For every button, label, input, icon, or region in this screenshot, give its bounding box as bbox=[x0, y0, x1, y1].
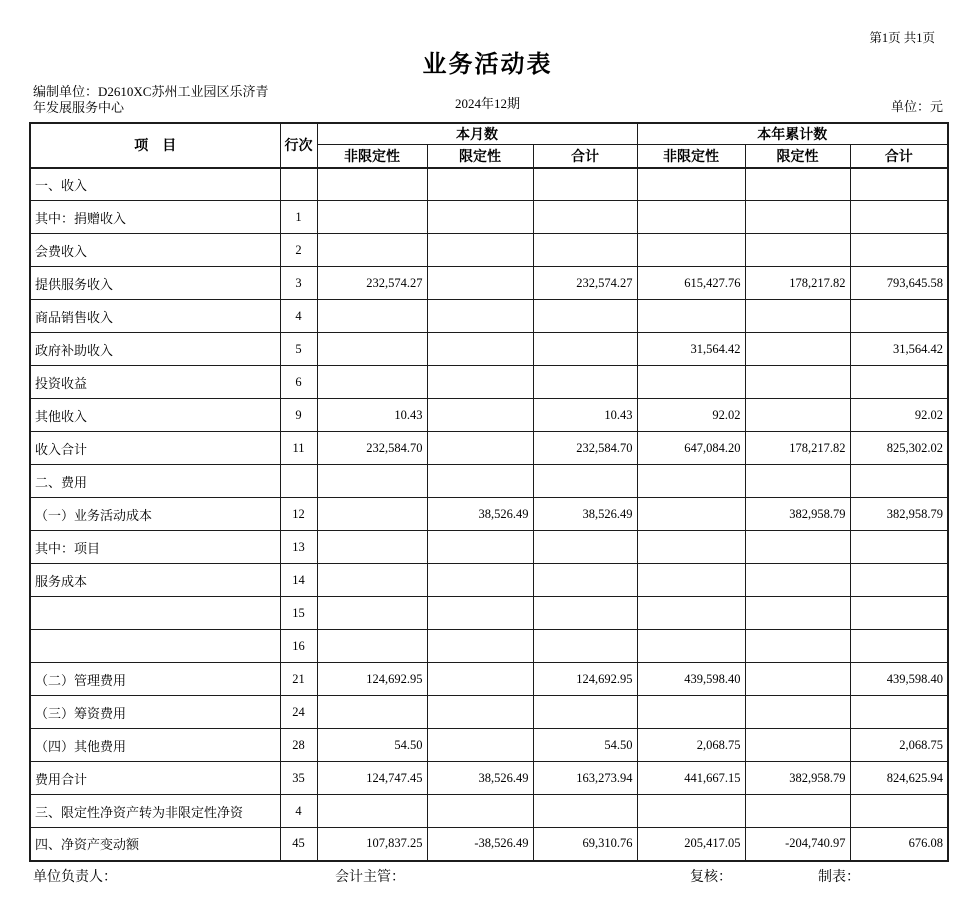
month-unrestricted-cell bbox=[317, 201, 427, 234]
item-cell: 费用合计 bbox=[30, 762, 280, 795]
year-total-cell bbox=[850, 531, 948, 564]
month-total-cell: 54.50 bbox=[533, 729, 637, 762]
year-total-cell: 793,645.58 bbox=[850, 267, 948, 300]
line-no-cell: 21 bbox=[280, 663, 317, 696]
table-row bbox=[30, 696, 948, 729]
month-total-cell bbox=[533, 630, 637, 663]
item-cell: 三、限定性净资产转为非限定性净资 bbox=[30, 795, 280, 828]
table-row bbox=[30, 531, 948, 564]
year-restricted-cell bbox=[745, 465, 850, 498]
line-no-cell: 11 bbox=[280, 432, 317, 465]
signature-unit-head: 单位负责人： bbox=[33, 870, 117, 885]
year-total-cell bbox=[850, 696, 948, 729]
line-no-cell: 4 bbox=[280, 300, 317, 333]
month-restricted-cell bbox=[427, 234, 533, 267]
month-unrestricted-cell bbox=[317, 795, 427, 828]
table-row bbox=[30, 597, 948, 630]
table-header bbox=[30, 123, 948, 168]
table-row bbox=[30, 795, 948, 828]
year-restricted-cell bbox=[745, 333, 850, 366]
year-restricted-cell: -204,740.97 bbox=[745, 828, 850, 861]
year-total-cell bbox=[850, 201, 948, 234]
item-cell: 会费收入 bbox=[30, 234, 280, 267]
year-total-cell bbox=[850, 630, 948, 663]
year-restricted-cell bbox=[745, 696, 850, 729]
year-restricted-cell bbox=[745, 729, 850, 762]
header-year-unrestricted: 非限定性 bbox=[637, 145, 745, 168]
month-restricted-cell bbox=[427, 630, 533, 663]
month-unrestricted-cell bbox=[317, 366, 427, 399]
month-total-cell bbox=[533, 168, 637, 201]
month-restricted-cell bbox=[427, 696, 533, 729]
month-total-cell bbox=[533, 300, 637, 333]
year-unrestricted-cell bbox=[637, 795, 745, 828]
year-total-cell: 2,068.75 bbox=[850, 729, 948, 762]
line-no-cell: 2 bbox=[280, 234, 317, 267]
report-period: 2024年12期 bbox=[454, 96, 520, 111]
currency-unit-label: 单位：元 bbox=[890, 99, 943, 114]
year-unrestricted-cell: 205,417.05 bbox=[637, 828, 745, 861]
item-cell: （二）管理费用 bbox=[30, 663, 280, 696]
year-total-cell bbox=[850, 168, 948, 201]
table-body bbox=[30, 168, 948, 861]
header-month-unrestricted: 非限定性 bbox=[317, 145, 427, 168]
month-unrestricted-cell: 232,574.27 bbox=[317, 267, 427, 300]
month-restricted-cell bbox=[427, 597, 533, 630]
month-total-cell: 124,692.95 bbox=[533, 663, 637, 696]
header-year-total: 合计 bbox=[850, 145, 948, 168]
line-no-cell bbox=[280, 465, 317, 498]
year-total-cell bbox=[850, 300, 948, 333]
item-cell: 一、收入 bbox=[30, 168, 280, 201]
month-total-cell: 69,310.76 bbox=[533, 828, 637, 861]
table-row bbox=[30, 729, 948, 762]
table-row bbox=[30, 333, 948, 366]
business-activity-table bbox=[29, 122, 949, 862]
year-unrestricted-cell bbox=[637, 465, 745, 498]
month-total-cell: 10.43 bbox=[533, 399, 637, 432]
table-row bbox=[30, 465, 948, 498]
line-no-cell: 1 bbox=[280, 201, 317, 234]
month-restricted-cell bbox=[427, 564, 533, 597]
year-unrestricted-cell bbox=[637, 366, 745, 399]
table-row bbox=[30, 498, 948, 531]
year-restricted-cell bbox=[745, 597, 850, 630]
year-unrestricted-cell bbox=[637, 498, 745, 531]
item-cell: 四、净资产变动额 bbox=[30, 828, 280, 861]
month-restricted-cell: -38,526.49 bbox=[427, 828, 533, 861]
month-unrestricted-cell bbox=[317, 630, 427, 663]
year-unrestricted-cell bbox=[637, 696, 745, 729]
month-unrestricted-cell bbox=[317, 234, 427, 267]
month-total-cell bbox=[533, 234, 637, 267]
month-total-cell: 232,574.27 bbox=[533, 267, 637, 300]
item-cell: 服务成本 bbox=[30, 564, 280, 597]
month-unrestricted-cell bbox=[317, 465, 427, 498]
year-unrestricted-cell: 441,667.15 bbox=[637, 762, 745, 795]
year-total-cell: 825,302.02 bbox=[850, 432, 948, 465]
month-total-cell: 38,526.49 bbox=[533, 498, 637, 531]
item-cell bbox=[30, 597, 280, 630]
month-total-cell bbox=[533, 564, 637, 597]
line-no-cell: 14 bbox=[280, 564, 317, 597]
year-total-cell: 676.08 bbox=[850, 828, 948, 861]
year-restricted-cell bbox=[745, 531, 850, 564]
month-unrestricted-cell bbox=[317, 696, 427, 729]
year-restricted-cell bbox=[745, 630, 850, 663]
prepared-by-line2: 年发展服务中心 bbox=[33, 100, 125, 115]
year-total-cell: 92.02 bbox=[850, 399, 948, 432]
year-unrestricted-cell: 31,564.42 bbox=[637, 333, 745, 366]
month-total-cell bbox=[533, 597, 637, 630]
item-cell: 商品销售收入 bbox=[30, 300, 280, 333]
year-total-cell bbox=[850, 564, 948, 597]
month-restricted-cell bbox=[427, 399, 533, 432]
month-restricted-cell bbox=[427, 531, 533, 564]
month-unrestricted-cell: 124,747.45 bbox=[317, 762, 427, 795]
year-restricted-cell: 382,958.79 bbox=[745, 498, 850, 531]
month-unrestricted-cell bbox=[317, 300, 427, 333]
line-no-cell: 6 bbox=[280, 366, 317, 399]
month-unrestricted-cell bbox=[317, 168, 427, 201]
year-restricted-cell: 178,217.82 bbox=[745, 267, 850, 300]
item-cell: 二、费用 bbox=[30, 465, 280, 498]
month-restricted-cell bbox=[427, 729, 533, 762]
item-cell: 投资收益 bbox=[30, 366, 280, 399]
line-no-cell: 15 bbox=[280, 597, 317, 630]
table-row bbox=[30, 762, 948, 795]
year-unrestricted-cell bbox=[637, 300, 745, 333]
year-total-cell bbox=[850, 465, 948, 498]
header-month-total: 合计 bbox=[533, 145, 637, 168]
item-cell bbox=[30, 630, 280, 663]
month-total-cell: 232,584.70 bbox=[533, 432, 637, 465]
year-restricted-cell bbox=[745, 663, 850, 696]
signature-band bbox=[0, 866, 975, 888]
year-restricted-cell bbox=[745, 564, 850, 597]
year-restricted-cell bbox=[745, 168, 850, 201]
month-unrestricted-cell bbox=[317, 531, 427, 564]
year-unrestricted-cell bbox=[637, 597, 745, 630]
header-line-no: 行次 bbox=[280, 123, 317, 168]
signature-reviewer: 复核： bbox=[690, 870, 732, 885]
line-no-cell: 5 bbox=[280, 333, 317, 366]
item-cell: 其他收入 bbox=[30, 399, 280, 432]
page-title: 业务活动表 bbox=[422, 51, 553, 78]
item-cell: 其中：项目 bbox=[30, 531, 280, 564]
table-row bbox=[30, 828, 948, 861]
item-cell: （四）其他费用 bbox=[30, 729, 280, 762]
year-restricted-cell bbox=[745, 300, 850, 333]
year-restricted-cell bbox=[745, 234, 850, 267]
item-cell: 收入合计 bbox=[30, 432, 280, 465]
line-no-cell: 16 bbox=[280, 630, 317, 663]
year-unrestricted-cell bbox=[637, 564, 745, 597]
table-row bbox=[30, 366, 948, 399]
item-cell: 提供服务收入 bbox=[30, 267, 280, 300]
header-month-group: 本月数 bbox=[317, 123, 637, 145]
table-row bbox=[30, 564, 948, 597]
month-restricted-cell bbox=[427, 168, 533, 201]
prepared-by-line1: 编制单位：D2610XC苏州工业园区乐济青 bbox=[33, 84, 269, 99]
month-restricted-cell: 38,526.49 bbox=[427, 498, 533, 531]
year-unrestricted-cell: 2,068.75 bbox=[637, 729, 745, 762]
year-restricted-cell: 178,217.82 bbox=[745, 432, 850, 465]
year-total-cell: 31,564.42 bbox=[850, 333, 948, 366]
table-row bbox=[30, 234, 948, 267]
line-no-cell: 35 bbox=[280, 762, 317, 795]
table-row bbox=[30, 630, 948, 663]
year-restricted-cell bbox=[745, 366, 850, 399]
year-restricted-cell: 382,958.79 bbox=[745, 762, 850, 795]
year-unrestricted-cell bbox=[637, 234, 745, 267]
month-total-cell bbox=[533, 531, 637, 564]
month-restricted-cell bbox=[427, 432, 533, 465]
year-total-cell bbox=[850, 366, 948, 399]
table-row bbox=[30, 201, 948, 234]
year-total-cell: 439,598.40 bbox=[850, 663, 948, 696]
item-cell: 政府补助收入 bbox=[30, 333, 280, 366]
table-row bbox=[30, 663, 948, 696]
month-unrestricted-cell: 232,584.70 bbox=[317, 432, 427, 465]
line-no-cell: 4 bbox=[280, 795, 317, 828]
month-unrestricted-cell bbox=[317, 333, 427, 366]
year-unrestricted-cell: 439,598.40 bbox=[637, 663, 745, 696]
table-row bbox=[30, 300, 948, 333]
table-row bbox=[30, 432, 948, 465]
page-indicator: 第1页 共1页 bbox=[869, 31, 935, 45]
year-unrestricted-cell bbox=[637, 201, 745, 234]
year-total-cell: 382,958.79 bbox=[850, 498, 948, 531]
month-total-cell bbox=[533, 465, 637, 498]
month-total-cell bbox=[533, 795, 637, 828]
line-no-cell: 9 bbox=[280, 399, 317, 432]
header-year-group: 本年累计数 bbox=[637, 123, 948, 145]
month-restricted-cell bbox=[427, 201, 533, 234]
year-total-cell bbox=[850, 234, 948, 267]
table-row bbox=[30, 267, 948, 300]
month-restricted-cell bbox=[427, 663, 533, 696]
month-unrestricted-cell bbox=[317, 597, 427, 630]
month-restricted-cell bbox=[427, 465, 533, 498]
header-month-restricted: 限定性 bbox=[427, 145, 533, 168]
year-unrestricted-cell bbox=[637, 630, 745, 663]
header-year-restricted: 限定性 bbox=[745, 145, 850, 168]
item-cell: 其中：捐赠收入 bbox=[30, 201, 280, 234]
month-unrestricted-cell bbox=[317, 564, 427, 597]
month-restricted-cell bbox=[427, 300, 533, 333]
month-total-cell bbox=[533, 366, 637, 399]
line-no-cell: 3 bbox=[280, 267, 317, 300]
month-total-cell bbox=[533, 201, 637, 234]
line-no-cell: 45 bbox=[280, 828, 317, 861]
signature-preparer: 制表： bbox=[818, 870, 860, 885]
line-no-cell: 12 bbox=[280, 498, 317, 531]
month-total-cell: 163,273.94 bbox=[533, 762, 637, 795]
table-row bbox=[30, 399, 948, 432]
table-row bbox=[30, 168, 948, 201]
month-unrestricted-cell: 107,837.25 bbox=[317, 828, 427, 861]
month-unrestricted-cell bbox=[317, 498, 427, 531]
year-unrestricted-cell: 615,427.76 bbox=[637, 267, 745, 300]
month-restricted-cell: 38,526.49 bbox=[427, 762, 533, 795]
info-band bbox=[30, 83, 945, 121]
month-restricted-cell bbox=[427, 333, 533, 366]
month-unrestricted-cell: 124,692.95 bbox=[317, 663, 427, 696]
month-unrestricted-cell: 10.43 bbox=[317, 399, 427, 432]
year-unrestricted-cell bbox=[637, 531, 745, 564]
month-total-cell bbox=[533, 696, 637, 729]
line-no-cell: 24 bbox=[280, 696, 317, 729]
month-total-cell bbox=[533, 333, 637, 366]
year-total-cell bbox=[850, 597, 948, 630]
item-cell: （三）筹资费用 bbox=[30, 696, 280, 729]
year-unrestricted-cell: 92.02 bbox=[637, 399, 745, 432]
year-total-cell: 824,625.94 bbox=[850, 762, 948, 795]
month-restricted-cell bbox=[427, 267, 533, 300]
year-restricted-cell bbox=[745, 201, 850, 234]
month-unrestricted-cell: 54.50 bbox=[317, 729, 427, 762]
month-restricted-cell bbox=[427, 795, 533, 828]
year-unrestricted-cell bbox=[637, 168, 745, 201]
header-item: 项 目 bbox=[30, 123, 280, 168]
year-unrestricted-cell: 647,084.20 bbox=[637, 432, 745, 465]
signature-accounting-supervisor: 会计主管： bbox=[335, 870, 405, 885]
line-no-cell: 28 bbox=[280, 729, 317, 762]
year-restricted-cell bbox=[745, 399, 850, 432]
month-restricted-cell bbox=[427, 366, 533, 399]
line-no-cell: 13 bbox=[280, 531, 317, 564]
item-cell: （一）业务活动成本 bbox=[30, 498, 280, 531]
year-restricted-cell bbox=[745, 795, 850, 828]
year-total-cell bbox=[850, 795, 948, 828]
line-no-cell bbox=[280, 168, 317, 201]
